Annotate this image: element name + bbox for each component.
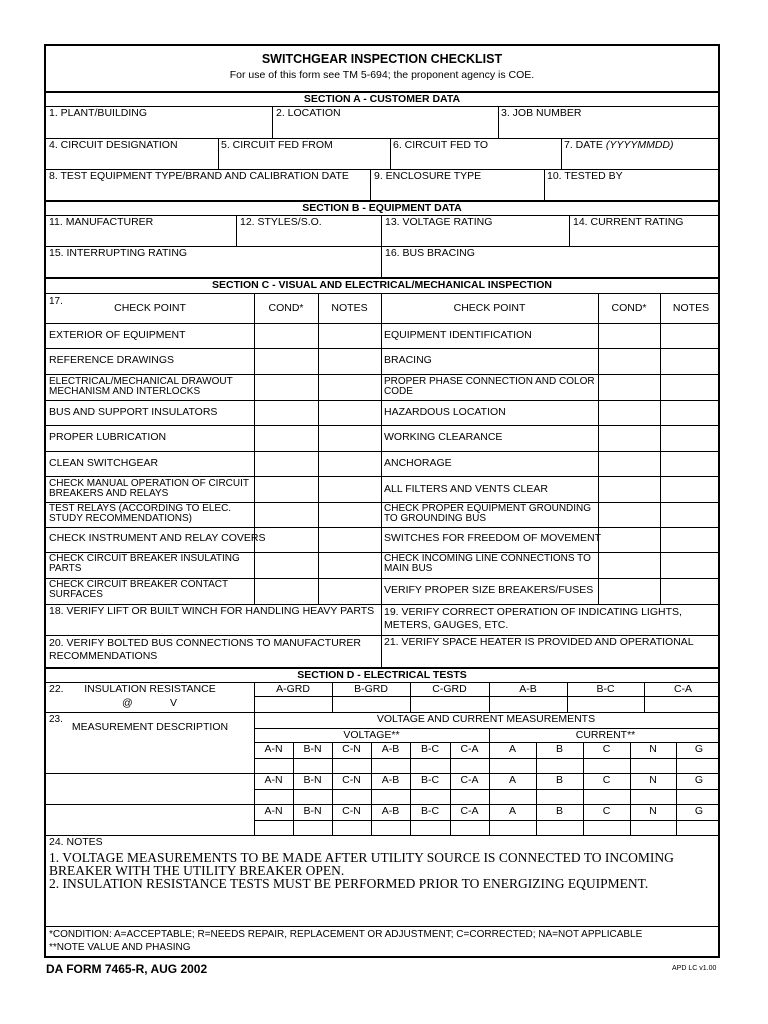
checkpoint-hazardous-location: HAZARDOUS LOCATION — [384, 406, 506, 418]
col-notes-right: NOTES — [672, 302, 710, 314]
meas-col-n-row1: N — [649, 743, 657, 755]
meas-col-b-row2: B — [555, 774, 563, 786]
section-a-title: SECTION A - CUSTOMER DATA — [303, 93, 461, 105]
col-checkpoint-right: CHECK POINT — [453, 302, 526, 314]
checkpoint-clean-switchgear: CLEAN SWITCHGEAR — [49, 457, 159, 469]
section-d-title: SECTION D - ELECTRICAL TESTS — [297, 669, 467, 681]
insulation-resistance-label: INSULATION RESISTANCE — [84, 683, 216, 695]
meas-col-b-c-row2: B-C — [420, 774, 440, 786]
meas-col-a-b-row3: A-B — [381, 805, 400, 817]
meas-col-c-a-row3: C-A — [460, 805, 479, 817]
note-2: 2. INSULATION RESISTANCE TESTS MUST BE PERFORMED PRIOR TO ENERGIZING EQUIPMENT. — [49, 876, 649, 891]
col-cond-right: COND* — [611, 302, 647, 314]
meas-col-g-row1: G — [694, 743, 704, 755]
checkpoint-phase-connection: PROPER PHASE CONNECTION AND COLOR CODE — [384, 376, 595, 397]
meas-col-b-row1: B — [555, 743, 563, 755]
condition-footnote: *CONDITION: A=ACCEPTABLE; R=NEEDS REPAIR, REPLACEMENT OR ADJUSTMENT; C=CORRECTED; NA=NOT APPLICABLE — [49, 929, 643, 940]
checkpoint-breaker-insulating: CHECK CIRCUIT BREAKER INSULATING PARTS — [49, 553, 240, 574]
phasing-footnote: **NOTE VALUE AND PHASING — [49, 942, 191, 953]
ir-col-a-b: A-B — [519, 683, 537, 695]
job-number-field[interactable]: 3. JOB NUMBER — [501, 107, 582, 119]
checkpoint-exterior: EXTERIOR OF EQUIPMENT — [49, 329, 186, 341]
col-cond-left: COND* — [268, 302, 304, 314]
note-1: 1. VOLTAGE MEASUREMENTS TO BE MADE AFTER UTILITY SOURCE IS CONNECTED TO INCOMING BREAKER WITH THE UTILITY BREAKER OPEN. — [49, 850, 674, 878]
meas-col-c-a-row1: C-A — [460, 743, 479, 755]
meas-col-b-c-row1: B-C — [420, 743, 440, 755]
meas-col-b-row3: B — [555, 805, 563, 817]
checkpoint-manual-operation: CHECK MANUAL OPERATION OF CIRCUIT BREAKERS AND RELAYS — [49, 478, 249, 499]
ir-col-c-a: C-A — [673, 683, 693, 695]
item-17-number: 17. — [49, 296, 63, 307]
form-subtitle: For use of this form see TM 5-694; the proponent agency is COE. — [229, 69, 535, 81]
checkpoint-incoming-line: CHECK INCOMING LINE CONNECTIONS TO MAIN BUS — [384, 553, 591, 574]
meas-col-n-row2: N — [649, 774, 657, 786]
meas-col-c-n-row3: C-N — [342, 805, 361, 817]
measurement-description-label: MEASUREMENT DESCRIPTION — [71, 721, 229, 733]
checkpoint-working-clearance: WORKING CLEARANCE — [384, 431, 503, 443]
item-21[interactable]: 21. VERIFY SPACE HEATER IS PROVIDED AND OPERATIONAL — [384, 636, 694, 648]
meas-col-b-n-row2: B-N — [303, 774, 322, 786]
meas-col-g-row2: G — [694, 774, 704, 786]
meas-col-a-n-row1: A-N — [264, 743, 283, 755]
circuit-fed-to-field[interactable]: 6. CIRCUIT FED TO — [393, 139, 489, 151]
ir-col-c-grd: C-GRD — [432, 683, 467, 695]
tested-by-field[interactable]: 10. TESTED BY — [547, 170, 623, 182]
meas-col-a-row1: A — [508, 743, 516, 755]
checkpoint-test-relays: TEST RELAYS (ACCORDING TO ELEC. STUDY RECOMMENDATIONS) — [49, 503, 232, 524]
date-field[interactable] — [564, 140, 674, 151]
meas-col-c-n-row1: C-N — [342, 743, 361, 755]
checkpoint-lubrication: PROPER LUBRICATION — [49, 431, 167, 443]
inspection-form — [44, 44, 720, 958]
ir-col-b-grd: B-GRD — [354, 683, 388, 695]
meas-col-c-n-row2: C-N — [342, 774, 361, 786]
form-title: SWITCHGEAR INSPECTION CHECKLIST — [261, 52, 503, 66]
checkpoint-grounding: CHECK PROPER EQUIPMENT GROUNDING TO GROUNDING BUS — [384, 503, 592, 524]
voltage-rating-field[interactable]: 13. VOLTAGE RATING — [385, 216, 493, 228]
checkpoint-instrument-covers: CHECK INSTRUMENT AND RELAY COVERS — [49, 532, 266, 544]
col-checkpoint-left: CHECK POINT — [114, 302, 186, 314]
checkpoint-breaker-contact: CHECK CIRCUIT BREAKER CONTACT SURFACES — [49, 579, 228, 600]
ir-col-a-grd: A-GRD — [276, 683, 310, 695]
checkpoint-filters-vents: ALL FILTERS AND VENTS CLEAR — [384, 483, 548, 495]
location-field[interactable]: 2. LOCATION — [276, 107, 341, 119]
current-rating-field[interactable]: 14. CURRENT RATING — [573, 216, 684, 228]
meas-col-a-n-row2: A-N — [264, 774, 283, 786]
meas-col-a-n-row3: A-N — [264, 805, 283, 817]
checkpoint-reference-drawings: REFERENCE DRAWINGS — [49, 354, 175, 366]
meas-col-b-c-row3: B-C — [420, 805, 440, 817]
test-equipment-field[interactable]: 8. TEST EQUIPMENT TYPE/BRAND AND CALIBRATION DATE — [49, 170, 349, 182]
meas-col-a-row2: A — [508, 774, 516, 786]
insulation-volts-unit[interactable]: V — [170, 697, 178, 709]
section-c-title: SECTION C - VISUAL AND ELECTRICAL/MECHANICAL INSPECTION — [212, 279, 552, 291]
ir-col-b-c: B-C — [596, 683, 615, 695]
checkpoint-drawout-mechanism: ELECTRICAL/MECHANICAL DRAWOUT MECHANISM AND INTERLOCKS — [49, 376, 233, 397]
meas-col-b-n-row1: B-N — [303, 743, 322, 755]
insulation-at-symbol: @ — [122, 697, 133, 709]
checkpoint-breaker-size: VERIFY PROPER SIZE BREAKERS/FUSES — [384, 584, 594, 596]
circuit-designation-field[interactable]: 4. CIRCUIT DESIGNATION — [49, 139, 178, 151]
circuit-fed-from-field[interactable]: 5. CIRCUIT FED FROM — [221, 139, 333, 151]
item-23-number: 23. — [49, 714, 63, 725]
meas-col-c-row1: C — [602, 743, 611, 755]
meas-col-a-b-row2: A-B — [381, 774, 400, 786]
meas-col-c-row2: C — [602, 774, 611, 786]
manufacturer-field[interactable]: 11. MANUFACTURER — [49, 216, 154, 228]
meas-col-c-row3: C — [602, 805, 611, 817]
meas-col-a-row3: A — [508, 805, 516, 817]
item-18[interactable]: 18. VERIFY LIFT OR BUILT WINCH FOR HANDLING HEAVY PARTS — [49, 605, 375, 617]
plant-building-field[interactable]: 1. PLANT/BUILDING — [49, 107, 148, 119]
interrupting-rating-field[interactable]: 15. INTERRUPTING RATING — [49, 247, 188, 259]
item-19[interactable]: 19. VERIFY CORRECT OPERATION OF INDICATING LIGHTS, METERS, GAUGES, ETC. — [384, 606, 682, 631]
meas-col-a-b-row1: A-B — [381, 743, 400, 755]
form-version: APD LC v1.00 — [672, 965, 717, 972]
col-notes-left: NOTES — [331, 302, 368, 314]
checkpoint-anchorage: ANCHORAGE — [384, 457, 452, 469]
notes-label: 24. NOTES — [49, 836, 103, 848]
checkpoint-bracing: BRACING — [384, 354, 432, 366]
checkpoint-bus-insulators: BUS AND SUPPORT INSULATORS — [49, 406, 218, 418]
current-header: CURRENT** — [575, 729, 636, 741]
vc-measurements-title: VOLTAGE AND CURRENT MEASUREMENTS — [376, 713, 596, 725]
date-label: 7. DATE — [564, 139, 603, 151]
meas-col-c-a-row2: C-A — [460, 774, 479, 786]
styles-so-field[interactable]: 12. STYLES/S.O. — [240, 216, 322, 228]
voltage-header: VOLTAGE** — [343, 729, 400, 741]
item-22-number: 22. — [49, 683, 64, 695]
form-id: DA FORM 7465-R, AUG 2002 — [46, 962, 208, 976]
bus-bracing-field[interactable]: 16. BUS BRACING — [385, 247, 475, 259]
meas-col-g-row3: G — [694, 805, 704, 817]
item-20[interactable]: 20. VERIFY BOLTED BUS CONNECTIONS TO MANUFACTURER RECOMMENDATIONS — [49, 637, 361, 662]
checkpoint-equipment-id: EQUIPMENT IDENTIFICATION — [384, 329, 532, 341]
meas-col-n-row3: N — [649, 805, 657, 817]
date-format: (YYYYMMDD) — [605, 139, 674, 151]
enclosure-type-field[interactable]: 9. ENCLOSURE TYPE — [374, 170, 482, 182]
section-b-title: SECTION B - EQUIPMENT DATA — [302, 202, 462, 214]
checkpoint-switches: SWITCHES FOR FREEDOM OF MOVEMENT — [384, 532, 601, 544]
meas-col-b-n-row3: B-N — [303, 805, 322, 817]
